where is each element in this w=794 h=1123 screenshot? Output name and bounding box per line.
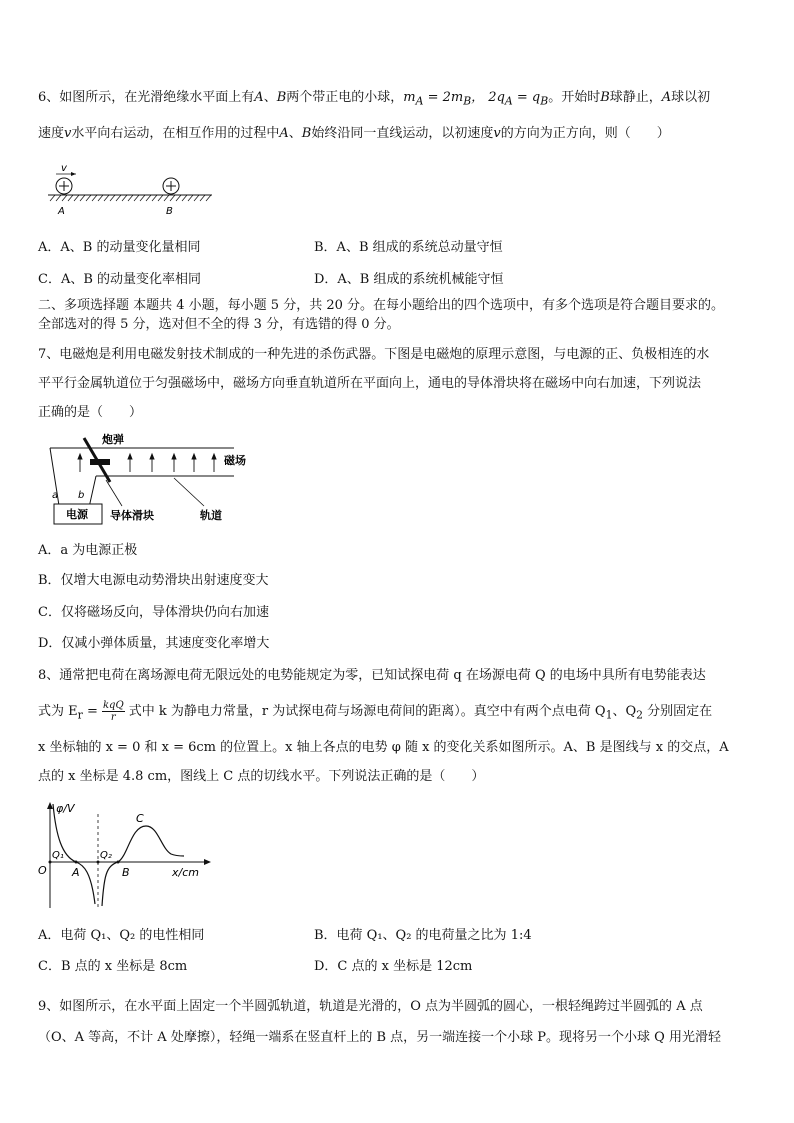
q8-option-d: D．C 点的 x 坐标是 12cm — [314, 959, 473, 974]
q7-fig-rail-label: 轨道 — [200, 509, 222, 522]
q6-line1: 6、如图所示，在光滑绝缘水平面上有A、B两个带正电的小球，$m_A = 2m_B$， $2q_A = q_B$。开始时B球静止，A球以初 — [38, 90, 711, 108]
q7-option-c: C．仅将磁场反向，导体滑块仍向右加速 — [38, 605, 269, 620]
q6-option-c: C．A、B 的动量变化率相同 — [38, 272, 202, 287]
wire-a — [50, 448, 60, 512]
q8-option-c: C．B 点的 x 坐标是 8cm — [38, 959, 188, 974]
mass-eq: m — [403, 90, 416, 105]
q7-option-a: A．a 为电源正极 — [38, 543, 138, 558]
q6-option-a: A．A、B 的动量变化量相同 — [38, 240, 201, 255]
q8-option-a: A．电荷 Q₁、Q₂ 的电性相同 — [38, 928, 205, 943]
q8-potential-graph — [36, 796, 216, 912]
q7-line2: 平平行金属轨道位于匀强磁场中，磁场方向垂直轨道所在平面向上，通电的导体滑块将在磁场中向右加速，下列说法 — [38, 376, 702, 391]
q7-fig-source-label: 电源 — [66, 508, 88, 521]
q7-fig-a-label: a — [52, 490, 59, 501]
b-label: B — [122, 866, 130, 879]
charge-eq: ， 2q — [471, 90, 505, 105]
q8-line1: 8、通常把电荷在离场源电荷无限远处的电势能规定为零，已知试探电荷 q 在场源电荷 Q 的电场中具所有电势能表达 — [38, 668, 706, 683]
q9-line1: 9、如图所示，在水平面上固定一个半圆弧轨道，轨道是光滑的，O 点为半圆弧的圆心，一根轻绳跨过半圆弧的 A 点 — [38, 999, 703, 1014]
q6-fig-b-label: B — [166, 206, 173, 217]
fraction: kqQ r — [102, 700, 124, 723]
ground-hatch — [50, 195, 211, 201]
q6-option-d: D．A、B 组成的系统机械能守恒 — [314, 272, 504, 287]
x-axis-label: x/cm — [172, 866, 199, 879]
section2-line1: 二、多项选择题 本题共 4 小题，每小题 5 分，共 20 分。在每小题给出的四个选项中，有多个选项是符合题目要求的。 — [38, 298, 725, 313]
section2-line2: 全部选对的得 5 分，选对但不全的得 3 分，有选错的得 0 分。 — [38, 317, 400, 332]
a-label: A — [72, 866, 80, 879]
q6-option-b: B．A、B 组成的系统总动量守恒 — [314, 240, 503, 255]
q8-line3: x 坐标轴的 x = 0 和 x = 6cm 的位置上。x 轴上各点的电势 φ 随 x 的变化关系如图所示。A、B 是图线与 x 的交点，A — [38, 740, 729, 755]
q7-option-d: D．仅减小弹体质量，其速度变化率增大 — [38, 636, 270, 651]
q2-label: Q₂ — [100, 850, 112, 861]
phi-axis-label: φ/V — [56, 802, 75, 815]
q6-figure — [44, 160, 214, 220]
q7-line1: 7、电磁炮是利用电磁发射技术制成的一种先进的杀伤武器。下图是电磁炮的原理示意图，与电源的正、负极相连的水 — [38, 347, 710, 362]
q8-line2: 式为 $E_r$ = kqQ r 式中 k 为静电力常量，r 为试探电荷与场源电荷间的距离）。真空中有两个点电荷 $Q_1$、$Q_2$ 分别固定在 — [38, 700, 713, 723]
q7-option-b: B．仅增大电源电动势滑块出射速度变大 — [38, 573, 269, 588]
q7-fig-shell-label: 炮弹 — [102, 433, 124, 446]
q7-line3: 正确的是（ ） — [38, 405, 143, 420]
q6-fig-v-label: v — [61, 163, 67, 174]
q8-line4: 点的 x 坐标是 4.8 cm，图线上 C 点的切线水平。下列说法正确的是（ ） — [38, 769, 485, 784]
q7-figure — [44, 432, 264, 528]
q6-fig-a-label: A — [58, 206, 65, 217]
slider-pointer — [106, 480, 122, 506]
rail-pointer — [174, 478, 204, 506]
q9-line2: （O、A 等高，不计 A 处摩擦），轻绳一端系在竖直杆上的 B 点，另一端连接一个小球 P。现将另一个小球 Q 用光滑轻 — [38, 1030, 721, 1045]
q6-line2: 速度v水平向右运动，在相互作用的过程中A、B始终沿同一直线运动，以初速度v的方向为正方向，则（ ） — [38, 126, 670, 141]
point-a — [75, 861, 78, 864]
q7-fig-field-label: 磁场 — [224, 454, 246, 467]
q7-fig-slider-label: 导体滑块 — [110, 509, 154, 522]
point-b — [117, 861, 120, 864]
q7-fig-b-label: b — [78, 490, 85, 501]
q8-option-b: B．电荷 Q₁、Q₂ 的电荷量之比为 1:4 — [314, 928, 532, 943]
origin-label: O — [38, 864, 47, 877]
q1-label: Q₁ — [52, 850, 64, 861]
c-label: C — [136, 812, 144, 825]
projectile — [90, 459, 110, 465]
